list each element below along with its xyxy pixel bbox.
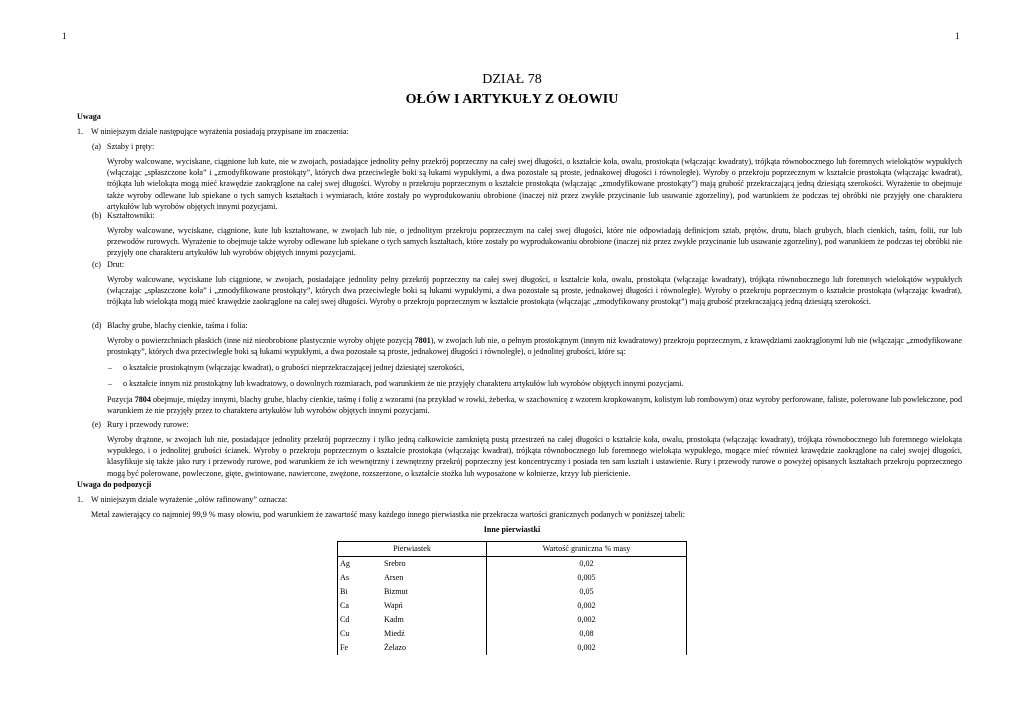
subheading-note-1-text: W niniejszym dziale wyrażenie „ołów rafinowany” oznacza: (91, 495, 288, 504)
element-symbol: Ag (338, 557, 383, 572)
item-e-label: (e) (92, 420, 101, 429)
item-d-position-text: Pozycja 7804 obejmuje, między innymi, blachy grube, blachy cienkie, taśmę i folię z wzorami (na przykład w rowki, żeberka, w szachownicę z wzorem kropkowanym, kolistym lub rombowym) oraz wyroby perforowane, faliste, polerowane lub powlekczone, pod warunkiem że nie przyjęły przez to charakteru artykułów lub wyrobów objętych innymi pozycjami. (107, 395, 962, 416)
element-limit: 0,002 (487, 641, 687, 655)
item-a-label: (a) (92, 142, 101, 151)
table-row (338, 557, 687, 572)
element-symbol: Bi (338, 585, 383, 599)
element-symbol: Fe (338, 641, 383, 655)
item-d-dash-1: o kształcie prostokątnym (włączając kwadrat), o grubości nieprzekraczającej jednej dziesiątej szerokości, (123, 363, 465, 372)
element-symbol: As (338, 571, 383, 585)
dash-marker: – (108, 379, 113, 388)
element-limit: 0,02 (487, 557, 687, 572)
chapter-title: OŁÓW I ARTYKUŁY Z OŁOWIU (405, 92, 619, 107)
element-name: Wapń (384, 601, 403, 610)
column-header-element: Pierwiastek (338, 542, 487, 557)
element-name: Bizmut (384, 587, 408, 596)
element-limit: 0,005 (487, 571, 687, 585)
element-name: Miedź (384, 629, 405, 638)
element-name: Srebro (384, 559, 406, 568)
dash-marker: – (108, 363, 113, 372)
item-e-text: Wyroby drążone, w zwojach lub nie, posiadające jednolity przekrój poprzeczny i tylko jedną całkowicie zamkniętą pustą przestrzeń na całej długości o kształcie koła, owalu, prostokąta (włączając kwadraty), trójkąta równobocznego lub foremnego wielokąta wypukłego, i o jednolitej grubości ścianek. Wyroby o przekroju poprzecznym o kształcie prostokąta (włączając kwadrat), trójkąta równobocznego lub foremnego wielokąta wypukłego, mogące mieć również krawędzie zaokrąglone na całej swojej długości, klasyfikuje się także jako rury i przewody rurowe, pod warunkiem że ich wewnętrzny i zewnętrzny przekrój poprzeczny jest koncentryczny i posiada ten sam kształt i ustawienie. Rury i przewody rurowe o powyżej opisanych kształtach przekroju poprzecznego mogą być polerowane, powleczone, gięte, gwintowane, nawiercone, zwężone, rozszerzone, o kształcie stożka lub wyposażone w kołnierze, krzyy lub pierścienie. (107, 435, 962, 478)
table-row (338, 585, 687, 599)
item-e-title: Rury i przewody rurowe: (107, 420, 189, 429)
item-c-text: Wyroby walcowane, wyciskane lub ciągnione, w zwojach, posiadające jednolity pełny przekrój poprzeczny na całej swej długości, o kształcie koła, owalu, prostokąta (włączając kwadraty), trójkąta równobocznego lub foremnych wielokątów wypukłych (włączając „spłaszczone koła” i „zmodyfikowane prostokąty”, których dwa przeciwległe boki są łukami wypukłymi, a dwa pozostałe są proste, jednakowej długości i równoległe). Wyroby o przekroju poprzecznym o kształcie prostokąta (włączając kwadrat), trójkąta lub wielokąta mogą mieć krawędzie zaokrąglone na całej swej długości. Wyroby o przekroju poprzecznym w kształcie prostokąta (włączając „zmodyfikowany prostokąt”) mają grubość przekraczającą jedną dziesiątą szerokości. (107, 275, 962, 307)
element-name: Kadm (384, 615, 404, 624)
element-limit: 0,002 (487, 613, 687, 627)
element-limit: 0,002 (487, 599, 687, 613)
element-limit: 0,08 (487, 627, 687, 641)
element-name: Żelazo (384, 643, 407, 652)
page-number-left: 1 (62, 31, 67, 41)
refined-lead-definition: Metal zawierający co najmniej 99,9 % masy ołowiu, pod warunkiem że zawartość masy każdego innego pierwiastka nie przekracza wartości granicznych podanych w poniższej tabeli: (91, 510, 685, 519)
column-header-limit: Wartość graniczna % masy (487, 542, 687, 557)
item-c-label: (c) (92, 260, 101, 269)
table-row (338, 613, 687, 627)
item-b-text: Wyroby walcowane, wyciskane, ciągnione, kute lub kształtowane, w zwojach lub nie, o jednolitym przekroju poprzecznym na całej swej długości, które nie odpowiadają definicjom sztab, prętów, drutu, blach grubych, blach cienkich, taśm, folii, rur lub przewodów rurowych. Wyrażenie to obejmuje także wyroby odlewane lub spiekane o tych samych kształtach, które zostały po wyprodukowaniu obrobione (inaczej niż przez zwykłe przycinanie lub usuwanie zgorzeliny), pod warunkiem że podczas tej obróbki nie przyjęły one charakteru artykułów lub wyrobów objętych innymi pozycjami. (107, 226, 962, 258)
table-caption: Inne pierwiastki (483, 525, 541, 534)
element-symbol: Cd (338, 613, 383, 627)
item-d-text: Wyroby o powierzchniach płaskich (inne niż nieobrobione plastycznie wyroby objęte pozycją 7801), w zwojach lub nie, o pełnym prostokątnym (innym niż kwadratowy) przekroju poprzecznym, z krawędziami zaokrąglonymi lub nie (włączając „zmodyfikowane prostokąty”, których dwa przeciwległe boki są łukami wypukłymi, a dwa pozostałe są proste, jednakowej długości i równoległe), o jednolitej grubości, które są: (107, 336, 962, 357)
elements-table (337, 541, 687, 655)
item-d-dash-2: o kształcie innym niż prostokątny lub kwadratowy, o dowolnych rozmiarach, pod warunkiem że nie przyjęły charakteru artykułów lub wyrobów objętych innymi pozycjami. (123, 379, 684, 388)
table-header-row (338, 542, 687, 557)
table-row (338, 627, 687, 641)
notes-heading: Uwaga (77, 112, 101, 121)
element-symbol: Ca (338, 599, 383, 613)
element-limit: 0,05 (487, 585, 687, 599)
page-number-right: 1 (955, 31, 960, 41)
table-row (338, 571, 687, 585)
subheading-notes-heading: Uwaga do podpozycji (77, 480, 152, 489)
item-d-label: (d) (92, 321, 102, 330)
table-row (338, 641, 687, 655)
element-name: Arsen (384, 573, 404, 582)
item-a-text: Wyroby walcowane, wyciskane, ciągnione lub kute, nie w zwojach, posiadające jednolity pełny przekrój poprzeczny na całej swej długości, o kształcie koła, owalu, prostokąta (włączając kwadraty), trójkąta równobocznego lub foremnych wielokątów wypukłych (włączając „spłaszczone koła” i „zmodyfikowane prostokąty”, których dwa przeciwległe boki są łukami wypukłymi, a dwa pozostałe są proste, jednakowej długości i równoległe). Wyroby o przekroju poprzecznym w kształcie prostokąta (włączając kwadrat), trójkąta lub wielokąta mogą mieć krawędzie zaokrąglone na całej swej długości. Wyroby o przekroju poprzecznym o kształcie prostokąta (włączając „zmodyfikowane prostokąty”) mają grubość przekraczającą jedną dziesiątą szerokości. Wyrażenie to obejmuje także wyroby odlewane lub spiekane o tych samych kształtach i wymiarach, które zostały po wyprodukowaniu obrobione (inaczej niż przez zwykłe przycinanie lub usuwanie zgorzeliny), pod warunkiem że podczas tej obróbki nie przyjęły one charakteru artykułów lub wyrobów objętych innymi pozycjami. (107, 157, 962, 211)
element-symbol: Cu (338, 627, 383, 641)
item-d-title: Blachy grube, blachy cienkie, taśma i folia: (107, 321, 248, 330)
item-a-title: Sztaby i pręty: (107, 142, 155, 151)
note-1-number: 1. (77, 127, 84, 136)
item-b-label: (b) (92, 211, 102, 220)
item-b-title: Kształtowniki: (107, 211, 155, 220)
note-1-text: W niniejszym dziale następujące wyrażenia posiadają przypisane im znaczenia: (91, 127, 349, 136)
chapter-heading: DZIAŁ 78 (482, 72, 542, 87)
subheading-note-1-number: 1. (77, 495, 84, 504)
table-row (338, 599, 687, 613)
item-c-title: Drut: (107, 260, 125, 269)
